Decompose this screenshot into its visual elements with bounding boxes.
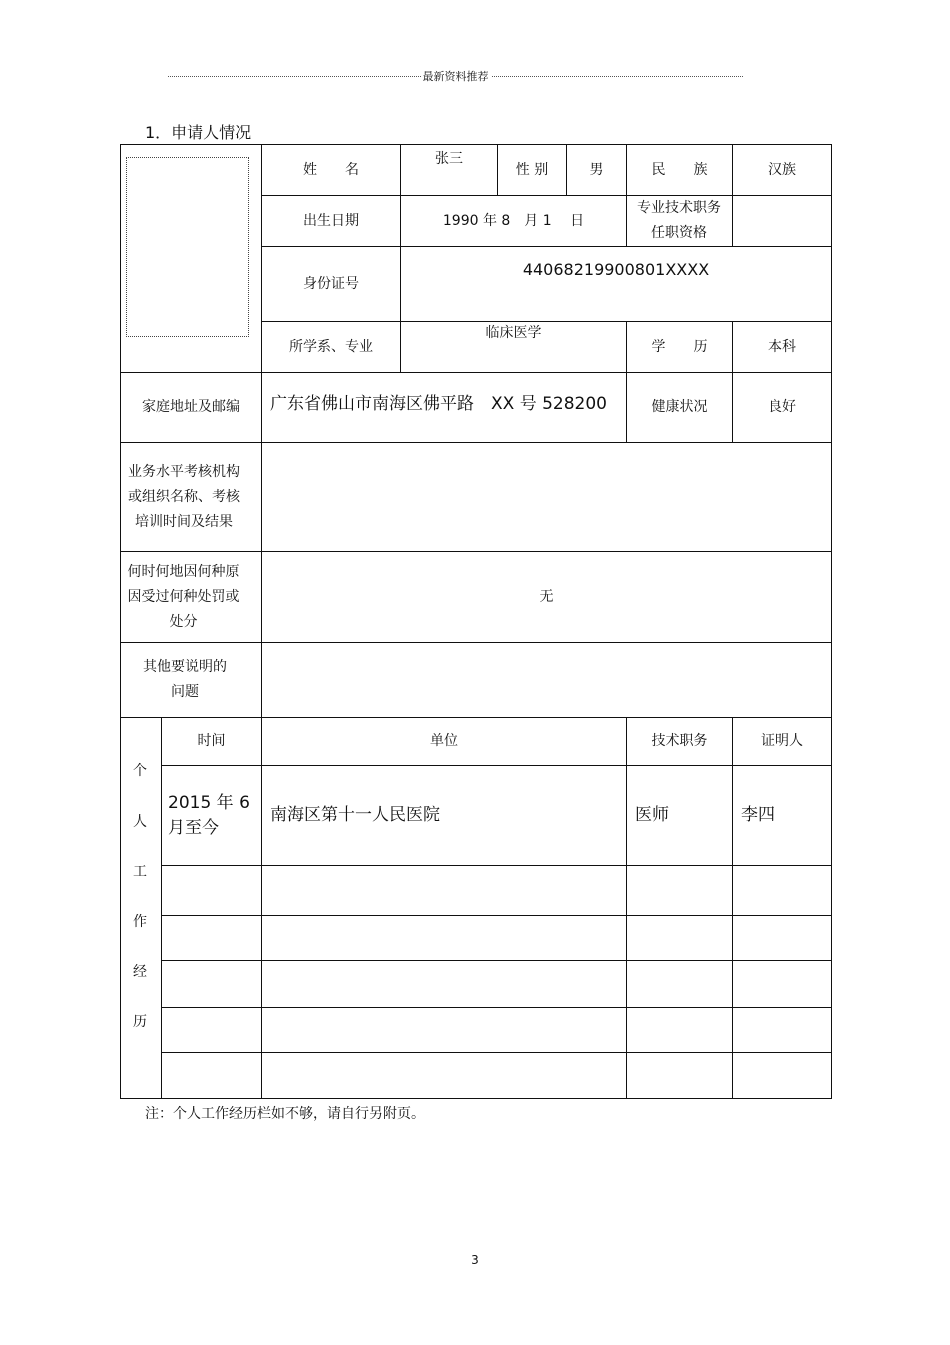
work-row-unit: 南海区第十一人民医院 <box>270 805 440 825</box>
value-title-qualification <box>733 196 831 246</box>
value-gender: 男 <box>589 161 604 178</box>
label-other: 其他要说明的问题 <box>143 659 227 700</box>
value-education: 本科 <box>768 338 796 355</box>
label-title-qualification: 专业技术职务任职资格 <box>637 200 721 241</box>
work-row-witness <box>733 1008 831 1052</box>
label-address: 家庭地址及邮编 <box>142 399 240 415</box>
value-ethnicity: 汉族 <box>768 161 796 178</box>
footnote: 注：个人工作经历栏如不够，请自行另附页。 <box>145 1106 425 1122</box>
work-row-title <box>627 961 732 1007</box>
work-row-unit <box>262 1008 626 1052</box>
value-punishment: 无 <box>539 588 554 605</box>
work-row-witness <box>733 1053 831 1098</box>
photo-placeholder <box>126 157 249 337</box>
value-other <box>262 643 831 717</box>
work-row-time <box>162 866 261 915</box>
work-row-witness <box>733 916 831 960</box>
work-row-witness <box>733 961 831 1007</box>
label-name: 姓 名 <box>303 161 359 178</box>
label-work-history-char: 经 <box>133 964 147 980</box>
header-text: 最新资料推荐 <box>422 70 489 83</box>
label-assessment: 业务水平考核机构或组织名称、考核培训时间及结果 <box>128 463 240 530</box>
work-row-title <box>627 866 732 915</box>
work-header-time: 时间 <box>197 733 226 749</box>
label-education: 学 历 <box>651 338 708 355</box>
value-dept-major: 临床医学 <box>485 325 542 341</box>
work-row-unit <box>262 866 626 915</box>
work-header-unit: 单位 <box>430 733 458 749</box>
work-header-title: 技术职务 <box>651 733 708 749</box>
label-ethnicity: 民 族 <box>651 161 708 178</box>
value-health: 良好 <box>768 399 796 415</box>
work-row-unit <box>262 961 626 1007</box>
work-row-time <box>162 1053 261 1098</box>
label-id: 身份证号 <box>303 275 359 292</box>
label-dept-major: 所学系、专业 <box>289 338 373 355</box>
work-row-time <box>162 1008 261 1052</box>
label-work-history-char: 作 <box>133 914 147 930</box>
value-address: 广东省佛山市南海区佛平路 XX 号 528200 <box>270 394 607 414</box>
value-id: 44068219900801XXXX <box>522 260 710 279</box>
work-row-time: 2015 年 6 月至今 <box>168 792 250 838</box>
value-birth: 1990 年 8 月 1 日 <box>442 212 585 229</box>
work-header-witness: 证明人 <box>761 733 803 749</box>
work-row-time <box>162 961 261 1007</box>
label-punishment: 何时何地因何种原因受过何种处罚或处分 <box>127 563 240 630</box>
label-work-history-char: 历 <box>133 1014 147 1030</box>
label-health: 健康状况 <box>651 399 708 415</box>
work-row-unit <box>262 1053 626 1098</box>
work-row-title <box>627 916 732 960</box>
work-row-unit <box>262 916 626 960</box>
value-assessment <box>262 443 831 551</box>
page-number: 3 <box>471 1253 479 1267</box>
work-row-witness <box>733 866 831 915</box>
value-name: 张三 <box>435 151 463 167</box>
section-title: 1．申请人情况 <box>145 123 252 142</box>
work-row-title: 医师 <box>635 805 669 825</box>
label-work-history-char: 人 <box>133 814 147 830</box>
work-row-title <box>627 1008 732 1052</box>
label-birth: 出生日期 <box>303 212 359 229</box>
label-gender: 性 别 <box>515 161 549 178</box>
label-work-history-char: 工 <box>133 864 147 880</box>
work-row-witness: 李四 <box>741 805 775 825</box>
work-row-time <box>162 916 261 960</box>
work-row-title <box>627 1053 732 1098</box>
label-work-history-char: 个 <box>133 763 147 779</box>
